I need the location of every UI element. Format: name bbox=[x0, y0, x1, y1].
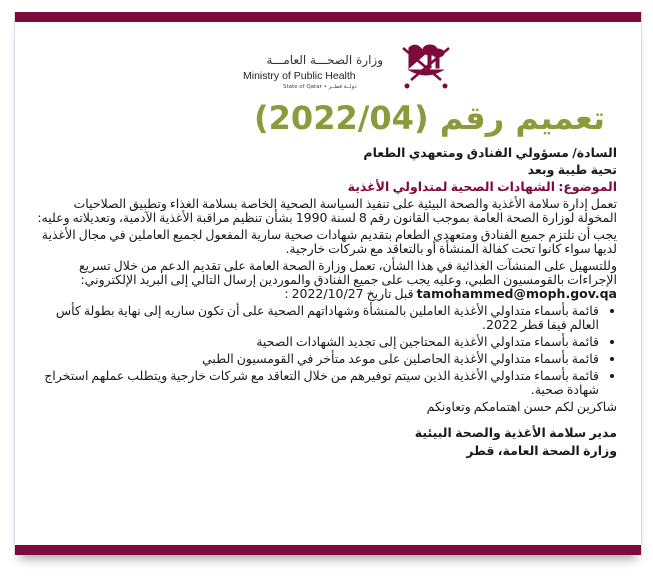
list-item: • قائمة بأسماء متداولي الأغذية العاملين بالمنشأة وشهاداتهم الصحية على أن تكون ساريه إلى نهاية بطولة كأس العالم فيفا قطر 2022. bbox=[33, 304, 599, 332]
logo-arabic-text: وزارة الصحـــة العامـــة bbox=[266, 53, 383, 67]
document-body bbox=[33, 146, 617, 461]
paragraph-2: يجب أن تلتزم جميع الفنادق ومتعهدي الطعام بتقديم شهادات صحية سارية المفعول لجميع العاملين في مجال الأغذية لديها سواء كانوا تحت كفالة المنشأة أو بالتعاقد مع شركات خارجية. bbox=[41, 227, 617, 256]
bottom-maroon-bar bbox=[15, 545, 641, 555]
circular-title: تعميم رقم (2022/04) bbox=[254, 99, 605, 137]
paragraph-1: تعمل إدارة سلامة الأغذية والصحة البيئية على تنفيذ السياسة الصحية الخاصة بسلامة الغذاء وتطبيق الصلاحيات المخولة لوزارة الصحة العامة بموجب القانون رقم 8 لسنة 1990 بشأن تنظيم مراقبة الأغذية الآدمية، وتعديلاته وعليه: bbox=[37, 196, 617, 225]
list-item: • قائمة بأسماء متداولي الأغذية الذين سيتم توفيرهم من خلال التعاقد مع شركات خارجية ويتطلب عملهم استخراج شهادة صحية. bbox=[33, 369, 599, 397]
circular-document bbox=[14, 12, 642, 555]
signature-organization: وزارة الصحة العامة، قطر bbox=[466, 443, 617, 458]
list-item: • قائمة بأسماء متداولي الأغذية الحاصلين على موعد متأخر في القومسيون الطبي bbox=[33, 352, 599, 366]
top-maroon-bar bbox=[15, 12, 641, 22]
closing-line: شاكرين لكم حسن اهتمامكم وتعاونكم bbox=[426, 399, 617, 414]
logo-subtitle: State of Qatar • دولــة قطــر bbox=[283, 84, 357, 90]
qatar-emblem-icon bbox=[395, 40, 457, 98]
list-item: • قائمة بأسماء متداولي الأغذية المحتاجين إلى تجديد الشهادات الصحية bbox=[33, 335, 599, 349]
signature-position: مدير سلامة الأغذية والصحة البيئية bbox=[414, 425, 617, 440]
requirements-list bbox=[33, 304, 617, 397]
email-link[interactable]: tamohammed@moph.gov.qa bbox=[416, 286, 617, 301]
subject-line: الموضوع: الشهادات الصحية لمتداولي الأغذية bbox=[347, 179, 617, 194]
paragraph-3-deadline: قبل تاريخ 2022/10/27 : bbox=[284, 286, 414, 301]
ministry-logo bbox=[225, 40, 465, 100]
paragraph-3-text: وللتسهيل على المنشآت الغذائية في هذا الشأن، تعمل وزارة الصحة العامة على تقديم الدعم من خلال تسريع الإجراءات بالقومسيون الطبي، وعليه يجب على جميع الفنادق والموردين إرسال التالي إلى البريد الإلكتروني: bbox=[79, 258, 617, 287]
addressee: السادة/ مسؤولي الفنادق ومتعهدي الطعام bbox=[363, 145, 617, 160]
greeting: تحية طيبة وبعد bbox=[527, 162, 617, 177]
paragraph-3 bbox=[33, 259, 617, 301]
logo-english-text: Ministry of Public Health bbox=[243, 70, 356, 82]
